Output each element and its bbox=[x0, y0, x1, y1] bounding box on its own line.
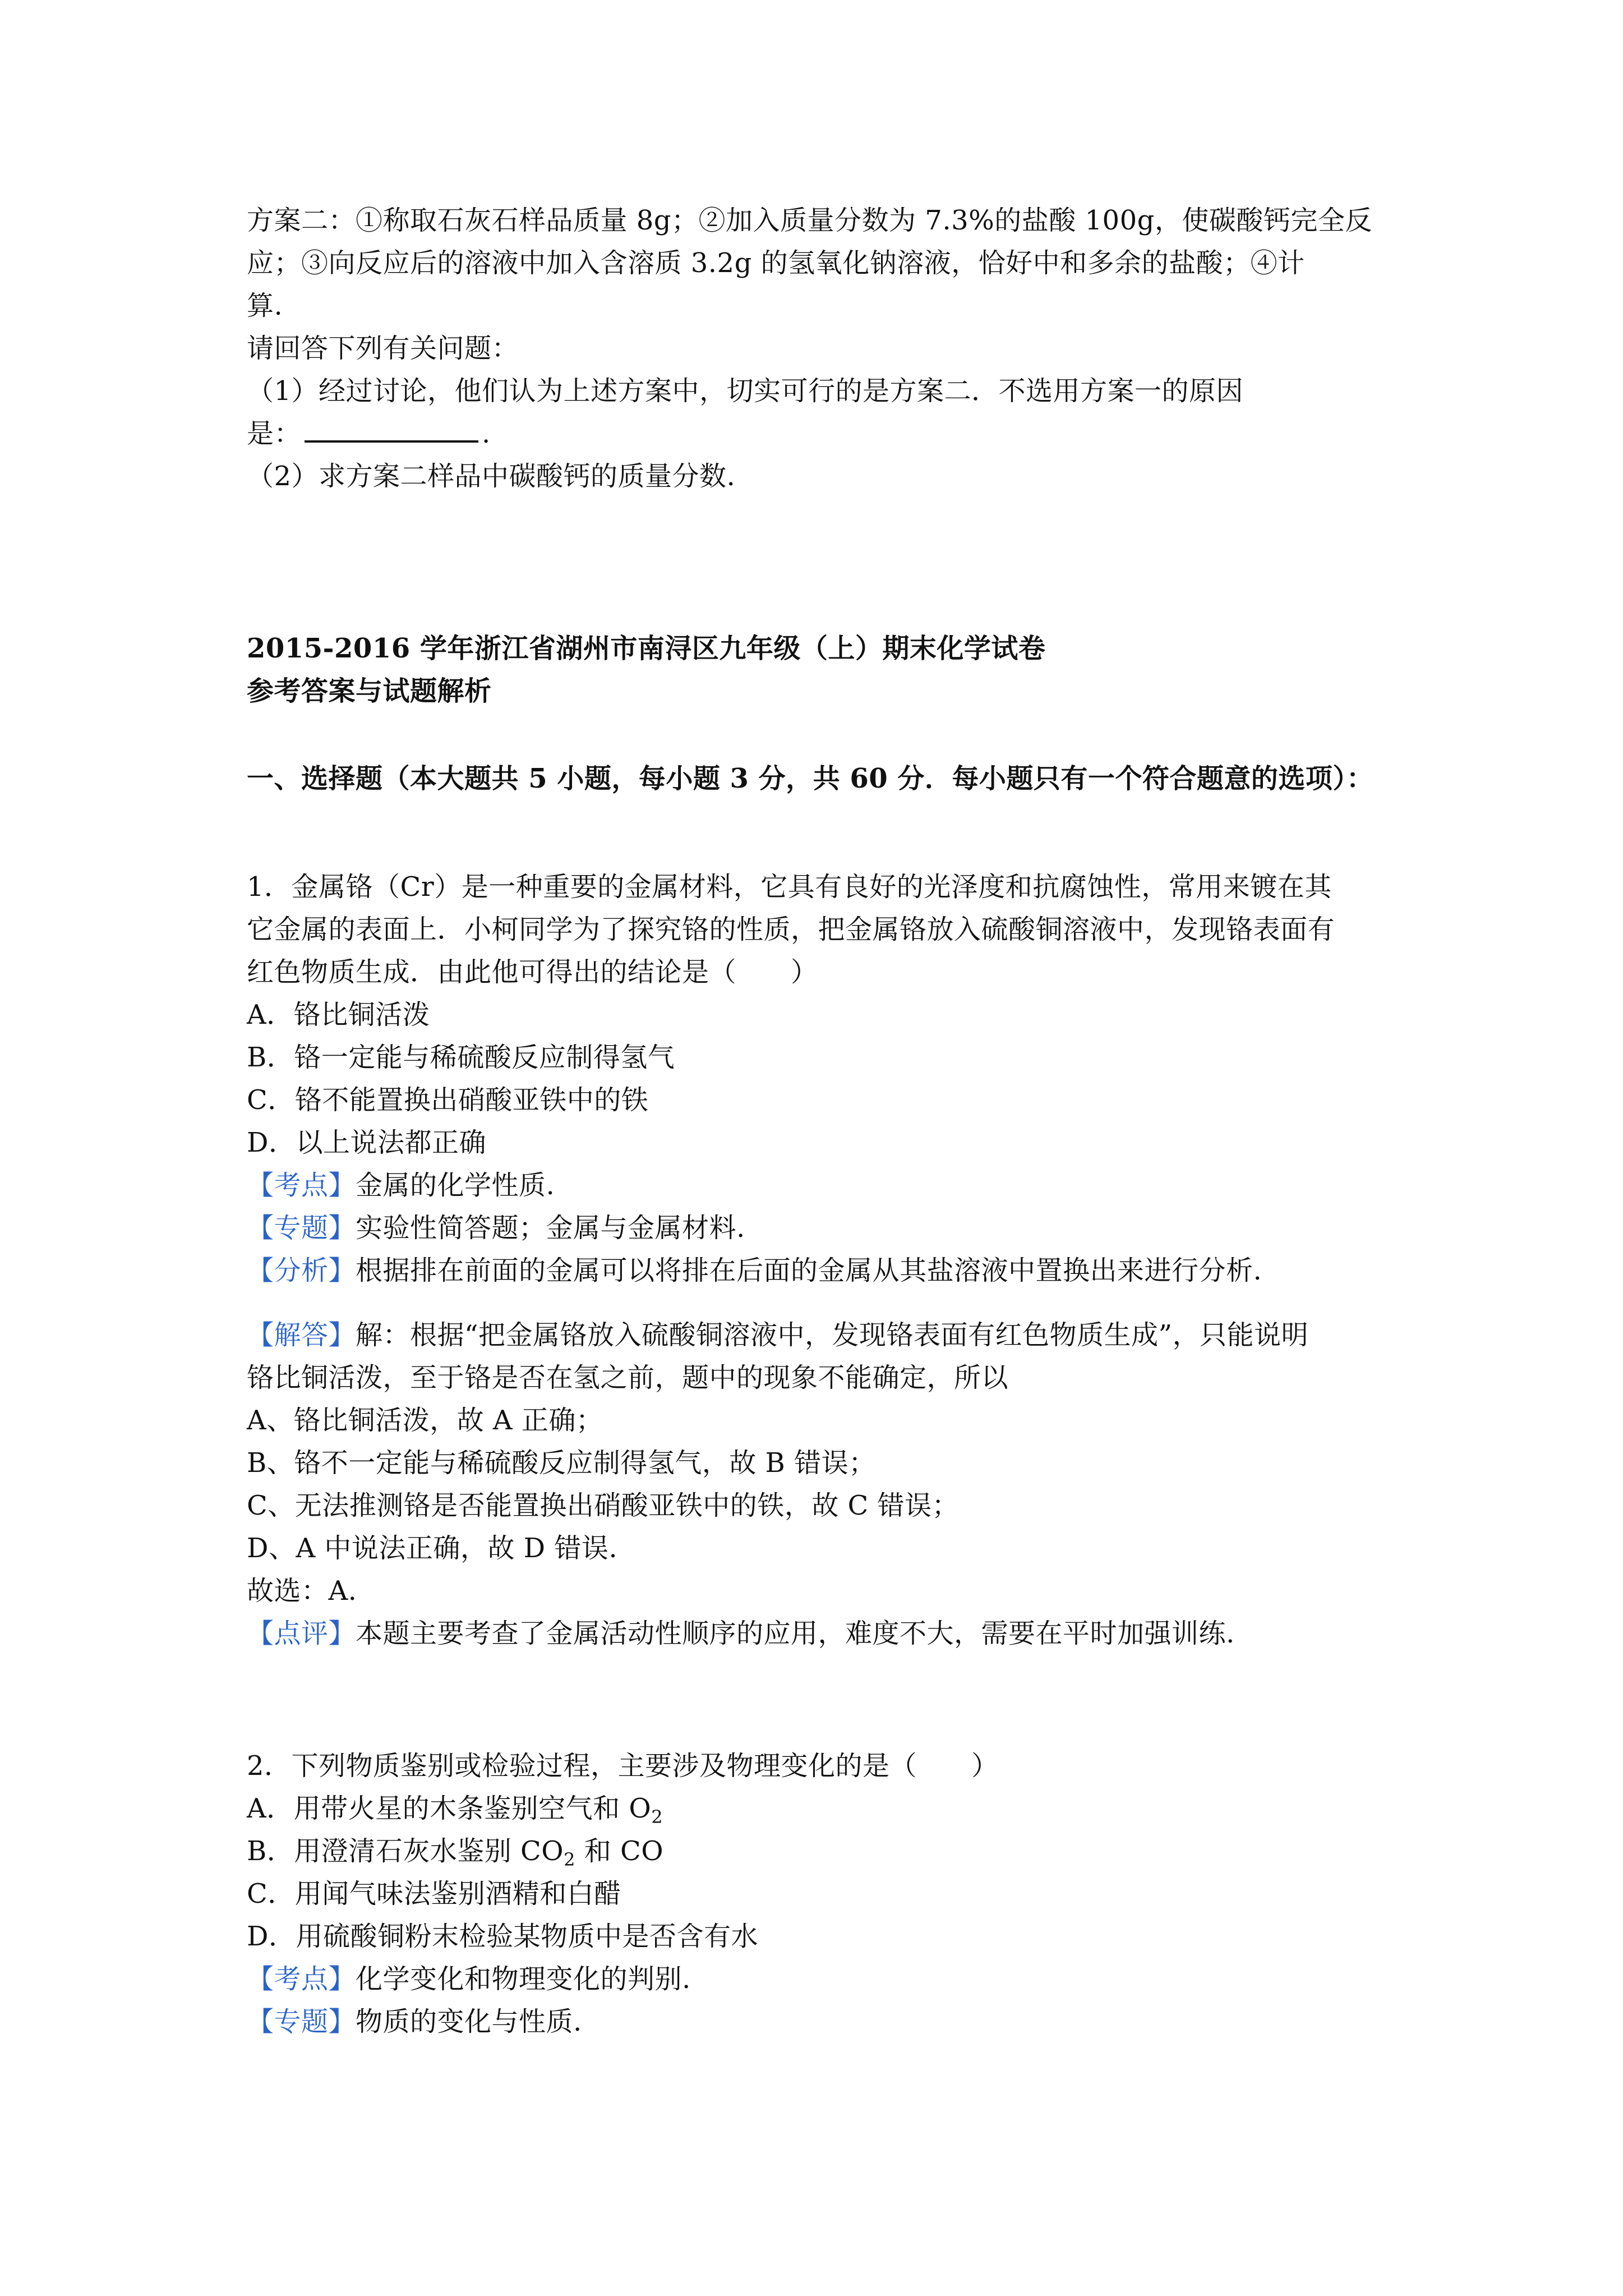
q1-jieda-a: A、铬比铜活泼，故 A 正确； bbox=[247, 1405, 603, 1436]
kaodian-tag: 【考点】 bbox=[247, 1170, 356, 1201]
q1-jieda-b: B、铬不一定能与稀硫酸反应制得氢气，故 B 错误； bbox=[247, 1447, 876, 1479]
kaodian-text: 金属的化学性质. bbox=[356, 1170, 555, 1201]
subquestion-1-suffix: . bbox=[482, 418, 491, 449]
q1-jieda-line-2: 铬比铜活泼，至于铬是否在氢之前，题中的现象不能确定，所以 bbox=[247, 1362, 1009, 1393]
fenxi-tag: 【分析】 bbox=[247, 1255, 356, 1286]
q2-option-b-pre: B．用澄清石灰水鉴别 CO bbox=[247, 1835, 564, 1867]
question-prompt: 请回答下列有关问题： bbox=[247, 333, 519, 364]
q1-option-b: B．铬一定能与稀硫酸反应制得氢气 bbox=[247, 1042, 675, 1073]
kaodian-text: 化学变化和物理变化的判别. bbox=[356, 1963, 691, 1995]
zhuanti-text: 实验性简答题；金属与金属材料. bbox=[356, 1212, 745, 1244]
q2-option-b-subscript: 2 bbox=[564, 1849, 575, 1870]
q2-option-b-post: 和 CO bbox=[575, 1835, 664, 1867]
zhuanti-tag: 【专题】 bbox=[247, 2006, 356, 2037]
question-1-solution bbox=[247, 1314, 1396, 1655]
zhuanti-tag: 【专题】 bbox=[247, 1212, 356, 1244]
answer-title: 2015-2016 学年浙江省湖州市南浔区九年级（上）期末化学试卷 bbox=[247, 633, 1046, 664]
kaodian-tag: 【考点】 bbox=[247, 1963, 356, 1995]
q1-stem-line-2: 它金属的表面上．小柯同学为了探究铬的性质，把金属铬放入硫酸铜溶液中，发现铬表面有 bbox=[247, 914, 1335, 945]
subquestion-1-prefix: 是： bbox=[247, 418, 302, 449]
question-1 bbox=[247, 866, 1396, 1292]
q2-option-a-subscript: 2 bbox=[651, 1806, 663, 1828]
subquestion-1-line-1: （1）经过讨论，他们认为上述方案中，切实可行的是方案二．不选用方案一的原因 bbox=[247, 375, 1244, 407]
q1-fenxi bbox=[247, 1249, 1396, 1292]
q1-zhuanti bbox=[247, 1207, 1396, 1249]
q2-option-a-text: A．用带火星的木条鉴别空气和 O bbox=[247, 1793, 652, 1824]
jieda-text: 解：根据“把金属铬放入硫酸铜溶液中，发现铬表面有红色物质生成”，只能说明 bbox=[356, 1319, 1309, 1351]
q1-stem-line-3: 红色物质生成．由此他可得出的结论是（ ） bbox=[247, 956, 818, 988]
q1-jieda-c: C、无法推测铬是否能置换出硝酸亚铁中的铁，故 C 错误； bbox=[247, 1490, 959, 1521]
q1-jieda-d: D、A 中说法正确，故 D 错误. bbox=[247, 1533, 618, 1564]
subquestion-1-line-2 bbox=[247, 412, 1396, 455]
q1-dianping bbox=[247, 1612, 1396, 1655]
q1-kaodian bbox=[247, 1164, 1396, 1207]
q2-option-c: C．用闻气味法鉴别酒精和白醋 bbox=[247, 1878, 621, 1910]
answer-subtitle: 参考答案与试题解析 bbox=[247, 675, 492, 707]
q2-option-a bbox=[247, 1787, 1396, 1830]
q2-kaodian bbox=[247, 1958, 1396, 2000]
subquestion-2: （2）求方案二样品中碳酸钙的质量分数. bbox=[247, 461, 736, 492]
answer-blank[interactable] bbox=[305, 413, 478, 443]
q1-jieda-line-1 bbox=[247, 1314, 1396, 1356]
plan2-line-3: 算. bbox=[247, 290, 283, 321]
q1-guxuan: 故选：A. bbox=[247, 1575, 357, 1607]
q2-option-d: D．用硫酸铜粉末检验某物质中是否含有水 bbox=[247, 1921, 758, 1952]
q2-stem: 2．下列物质鉴别或检验过程，主要涉及物理变化的是（ ） bbox=[247, 1750, 999, 1782]
q1-option-a: A．铬比铜活泼 bbox=[247, 999, 430, 1030]
section-heading-block bbox=[247, 757, 1396, 800]
dianping-text: 本题主要考查了金属活动性顺序的应用，难度不大，需要在平时加强训练. bbox=[356, 1618, 1235, 1649]
q2-option-b bbox=[247, 1830, 1396, 1872]
zhuanti-text: 物质的变化与性质. bbox=[356, 2006, 582, 2037]
section-heading: 一、选择题（本大题共 5 小题，每小题 3 分，共 60 分．每小题只有一个符合题意的选项）： bbox=[247, 763, 1374, 794]
q1-option-d: D．以上说法都正确 bbox=[247, 1127, 486, 1158]
plan2-line-1: 方案二：①称取石灰石样品质量 8g；②加入质量分数为 7.3%的盐酸 100g，使碳酸钙完全反 bbox=[247, 205, 1372, 236]
jieda-tag: 【解答】 bbox=[247, 1319, 356, 1351]
answer-header bbox=[247, 627, 1396, 712]
q1-stem-line-1: 1．金属铬（Cr）是一种重要的金属材料，它具有良好的光泽度和抗腐蚀性，常用来镀在其 bbox=[247, 871, 1332, 903]
q2-zhuanti bbox=[247, 2000, 1396, 2043]
plan2-section bbox=[247, 199, 1396, 498]
question-2 bbox=[247, 1745, 1396, 2043]
dianping-tag: 【点评】 bbox=[247, 1618, 356, 1649]
fenxi-text: 根据排在前面的金属可以将排在后面的金属从其盐溶液中置换出来进行分析. bbox=[356, 1255, 1262, 1286]
plan2-line-2: 应；③向反应后的溶液中加入含溶质 3.2g 的氢氧化钠溶液，恰好中和多余的盐酸；④计 bbox=[247, 247, 1305, 279]
q1-option-c: C．铬不能置换出硝酸亚铁中的铁 bbox=[247, 1084, 649, 1116]
